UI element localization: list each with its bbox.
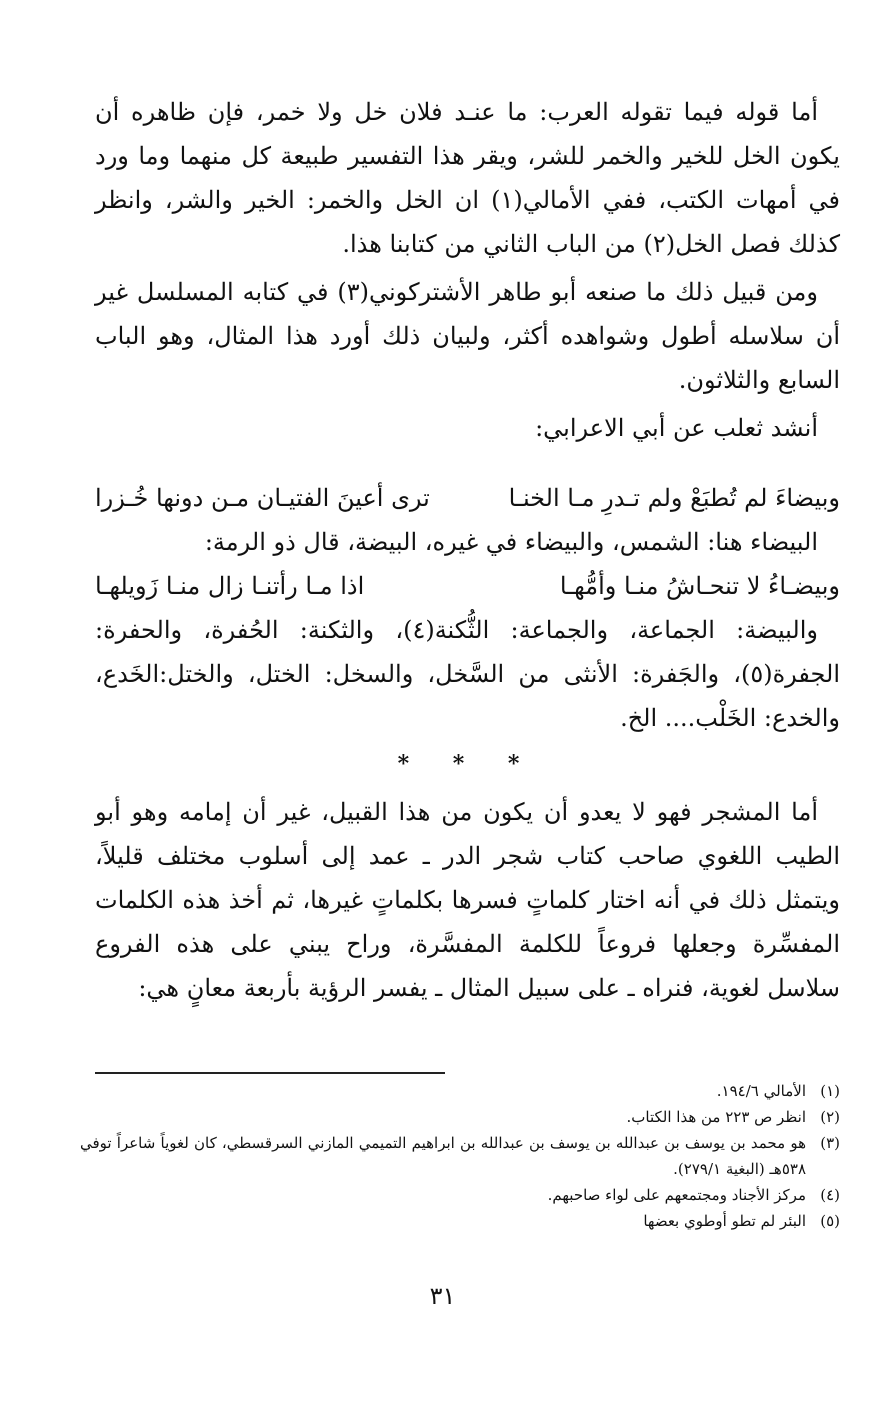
footnote-number: (٤) (820, 1186, 840, 1204)
footnote-number: (٢) (820, 1108, 840, 1126)
page-body (95, 90, 840, 1010)
footnote-number: (٥) (820, 1212, 840, 1230)
paragraph-3: أنشد ثعلب عن أبي الاعرابي: (535, 414, 818, 442)
footnote-number: (١) (820, 1082, 840, 1100)
footnote-text: الأمالي ١٩٤/٦. (716, 1082, 806, 1100)
verse-2-first-hemistich: وبيضـاءُ لا تنحـاشُ منـا وأمُّهـا (559, 572, 840, 600)
footnote-4 (80, 1182, 840, 1208)
footnote-1 (80, 1078, 840, 1104)
paragraph-4: البيضاء هنا: الشمس، والبيضاء في غيره، البيضة، قال ذو الرمة: (204, 528, 818, 556)
footnote-number: (٣) (820, 1134, 840, 1152)
paragraph-6: أما المشجر فهو لا يعدو أن يكون من هذا القبيل، غير أن إمامه وهو أبو الطيب اللغوي صاحب كتاب شجر الدر ـ عمد إلى أسلوب مختلف قليلاً، ويتمثل ذلك في أنه اختار كلماتٍ فسرها بكلماتٍ غيرها، ثم أخذ هذه الكلمات المفسِّرة وجعلها فروعاً للكلمة المفسَّرة، وراح يبني على هذه الفروع سلاسل لغوية، فنراه ـ على سبيل المثال ـ يفسر الرؤية بأربعة معانٍ هي: (95, 798, 840, 1002)
verse-1-first-hemistich: وبيضاءَ لم تُطبَعْ ولم تـدرِ مـا الخنـا (508, 484, 840, 512)
footnotes (80, 1078, 840, 1234)
footnote-5 (80, 1208, 840, 1234)
verse-2-second-hemistich: اذا مـا رأتنـا زال منـا زَويلهـا (95, 572, 365, 600)
footnote-text: مركز الأجناد ومجتمعهم على لواء صاحبهم. (547, 1186, 806, 1204)
paragraph-2: ومن قبيل ذلك ما صنعه أبو طاهر الأشتركوني(٣) في كتابه المسلسل غير أن سلاسله أطول وشواهده أكثر، ولبيان ذلك أورد هذا المثال، وهو الباب السابع والثلاثون. (95, 278, 840, 394)
paragraph-5: والبيضة: الجماعة، والجماعة: الثُّكنة(٤)، والثكنة: الحُفرة، والحفرة: الجفرة(٥)، والجَفرة: الأنثى من السَّخل، والسخل: الختل، والختل:الخَدع، والخدع: الخَلْب.... الخ. (95, 616, 840, 732)
page-number: ٣١ (429, 1282, 456, 1310)
footnote-text: هو محمد بن يوسف بن عبدالله بن يوسف بن عبدالله بن ابراهيم التميمي المازني السرقسطي، كان لغوياً شاعراً توفي ٥٣٨هـ (البغية ٢٧٩/١). (80, 1134, 806, 1178)
section-separator: * * * (397, 751, 538, 777)
verse-1-second-hemistich: ترى أعينَ الفتيـان مـن دونها خُـزرا (95, 484, 430, 512)
paragraph-1: أما قوله فيما تقوله العرب: ما عنـد فلان خل ولا خمر، فإن ظاهره أن يكون الخل للخير والخمر للشر، ويقر هذا التفسير طبيعة كل منهما وما ورد في أمهات الكتب، ففي الأمالي(١) ان الخل والخمر: الخير والشر، وانظر كذلك فصل الخل(٢) من الباب الثاني من كتابنا هذا. (95, 98, 841, 258)
footnote-text: البئر لم تطو أوطوي بعضها (643, 1212, 806, 1230)
footnote-3 (80, 1130, 840, 1182)
footnote-text: انظر ص ٢٢٣ من هذا الكتاب. (626, 1108, 806, 1126)
verse-1 (95, 476, 840, 520)
footnote-2 (80, 1104, 840, 1130)
verse-2 (95, 564, 840, 608)
footnote-rule (95, 1072, 445, 1074)
